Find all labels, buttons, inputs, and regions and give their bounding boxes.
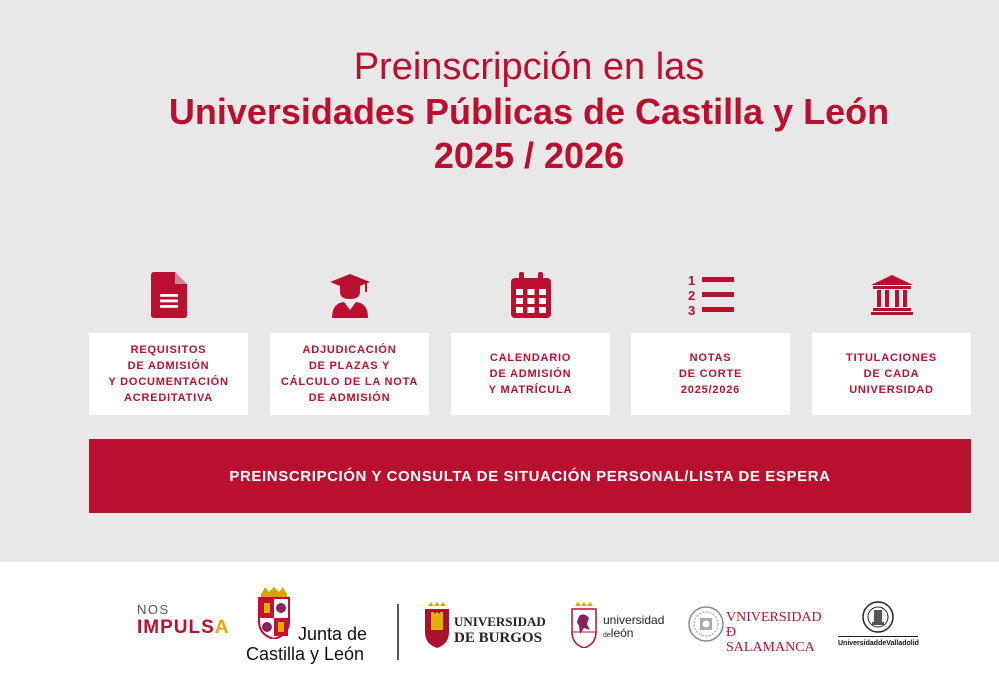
card-label-box — [270, 333, 429, 415]
title-line-3: 2025 / 2026 — [433, 135, 625, 176]
card-requisitos[interactable] — [89, 270, 248, 415]
card-label-box — [631, 333, 790, 415]
page-title — [0, 44, 999, 178]
burgos-text: UNIVERSIDAD DE BURGOS — [454, 614, 546, 646]
footer-logos — [0, 562, 999, 677]
card-label: TITULACIONES DE CADA UNIVERSIDAD — [846, 352, 937, 396]
card-label-box — [812, 333, 971, 415]
info-cards — [89, 270, 971, 415]
card-label: ADJUDICACIÓN DE PLAZAS Y CÁLCULO DE LA NOTA DE ADMISIÓN — [280, 344, 419, 404]
title-line-2: Universidades Públicas de Castilla y León — [168, 91, 890, 132]
card-label: REQUISITOS DE ADMISIÓN Y DOCUMENTACIÓN ACREDITATIVA — [108, 344, 229, 404]
title-line-1: Preinscripción en las — [353, 46, 705, 88]
burgos-shield-icon — [424, 602, 450, 648]
card-label: CALENDARIO DE ADMISIÓN Y MATRÍCULA — [488, 352, 573, 396]
universidad-salamanca-logo[interactable] — [688, 606, 822, 655]
leon-shield-icon — [571, 602, 597, 648]
card-titulaciones[interactable] — [812, 270, 971, 415]
card-adjudicacion[interactable] — [270, 270, 429, 415]
universidad-burgos-logo[interactable] — [424, 602, 550, 652]
institution-icon — [871, 270, 913, 320]
graduate-icon — [330, 270, 370, 320]
card-notas[interactable] — [631, 270, 790, 415]
salamanca-seal-icon — [688, 606, 724, 642]
card-label-box — [89, 333, 248, 415]
svg-text:3: 3 — [687, 303, 695, 317]
logo-divider — [397, 604, 399, 660]
card-label-box — [451, 333, 610, 415]
universidad-leon-logo[interactable] — [571, 602, 671, 652]
junta-text: Junta de Castilla y León — [246, 624, 368, 664]
leon-text: universidad deleón — [603, 613, 665, 640]
calendar-icon — [511, 270, 551, 320]
preinscripcion-button[interactable] — [89, 439, 971, 513]
nos-text: NOS — [137, 602, 170, 617]
nos-impulsa-logo[interactable] — [137, 602, 230, 639]
svg-text:2: 2 — [687, 288, 695, 303]
document-icon — [151, 270, 187, 320]
impulsa-text: IMPULSA — [137, 617, 230, 638]
universidad-valladolid-logo[interactable] — [838, 600, 918, 652]
junta-castilla-leon-logo[interactable] — [246, 587, 386, 667]
preinscripcion-button-label: PREINSCRIPCIÓN Y CONSULTA DE SITUACIÓN PERSONAL/LISTA DE ESPERA — [229, 467, 831, 485]
svg-text:1: 1 — [687, 273, 695, 288]
valladolid-seal-icon — [862, 600, 894, 634]
card-label: NOTAS DE CORTE 2025/2026 — [678, 352, 743, 396]
card-calendario[interactable] — [451, 270, 610, 415]
numbered-list-icon — [688, 270, 734, 320]
valladolid-text: UniversidaddeValladolid — [838, 640, 919, 647]
salamanca-text: VNIVERSIDAD Ð SALAMANCA — [726, 610, 822, 655]
